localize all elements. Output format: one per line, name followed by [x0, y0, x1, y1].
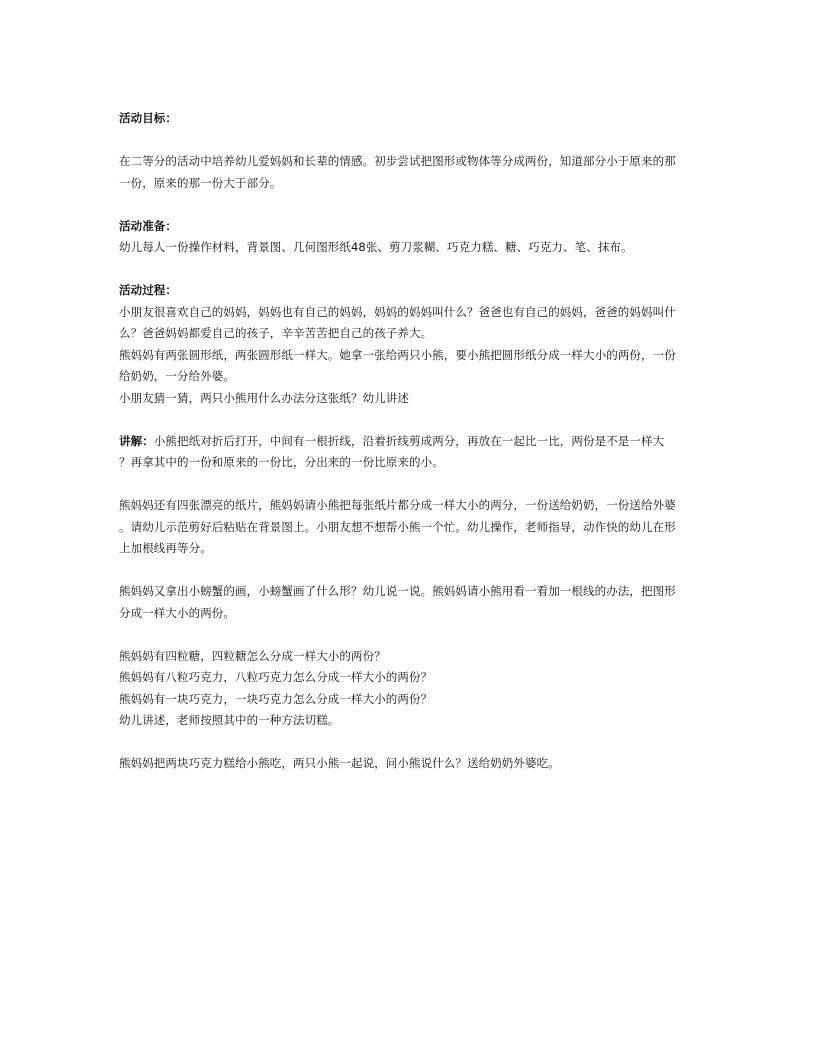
crab-line: 熊妈妈又拿出小螃蟹的画，小螃蟹画了什么形？幼儿说一说。熊妈妈请小熊用看一看加一根线的办法，把图形: [119, 584, 676, 598]
candy-line: 幼儿讲述，老师按照其中的一种方法切糕。: [119, 713, 340, 727]
process-line: 给奶奶，一分给外婆。: [119, 369, 235, 383]
candy-line: 熊妈妈有四粒糖，四粒糖怎么分成一样大小的两份？: [119, 648, 386, 663]
process-line: 么？爸爸妈妈都爱自己的孩子，辛辛苦苦把自己的孩子养大。: [119, 326, 433, 340]
section-heading-goal: 活动目标：: [119, 111, 177, 125]
section-heading-prep: 活动准备：: [119, 218, 177, 233]
section-explain: [119, 431, 699, 474]
prep-line: 幼儿每人一份操作材料，背景图、几何图形纸48张、剪刀浆糊、巧克力糕、糖、巧克力、笔、抹布。: [119, 240, 633, 254]
explain-line: ？再拿其中的一份和原来的一份比，分出来的一份比原来的小。: [119, 455, 444, 469]
section-heading-process: 活动过程：: [119, 283, 177, 297]
process-line: 小朋友很喜欢自己的妈妈，妈妈也有自己的妈妈，妈妈的妈妈叫什么？爸爸也有自己的妈妈，爸爸的妈妈叫什: [119, 304, 676, 319]
section-prep: [119, 216, 699, 259]
candy-line: 熊妈妈有八粒巧克力，八粒巧克力怎么分成一样大小的两份？: [119, 670, 433, 684]
explain-label: 讲解：: [119, 433, 154, 448]
end-line: 熊妈妈把两块巧克力糕给小熊吃，两只小熊一起说，问小熊说什么？送给奶奶外婆吃。: [119, 756, 560, 770]
explain-first-line-text: 小熊把纸对折后打开，中间有一根折线，沿着折线剪成两分，再放在一起比一比，两份是不是一样大: [153, 433, 665, 448]
paragraph-end: [119, 753, 699, 775]
goal-line: 一份，原来的那一份大于部分。: [119, 175, 282, 190]
section-goal: [119, 108, 699, 130]
paragraph-candy: [119, 646, 699, 732]
crab-line: 分成一样大小的两份。: [119, 605, 235, 620]
section-process: [119, 280, 699, 409]
process-line: 小朋友猜一猜，两只小熊用什么办法分这张纸？幼儿讲述: [119, 390, 409, 405]
paragraph-cards: [119, 495, 699, 560]
cards-line: 熊妈妈还有四张漂亮的纸片，熊妈妈请小熊把每张纸片都分成一样大小的两分，一份送给奶奶，一份送给外婆: [119, 498, 676, 512]
paragraph-crab: [119, 581, 699, 624]
document-page: [119, 108, 699, 796]
explain-first-line: [119, 431, 699, 453]
cards-line: 上加根线再等分。: [119, 541, 212, 555]
goal-paragraph: [119, 151, 699, 194]
candy-line: 熊妈妈有一块巧克力，一块巧克力怎么分成一样大小的两份？: [119, 691, 433, 706]
cards-line: 。请幼儿示范剪好后粘贴在背景图上。小朋友想不想帮小熊一个忙。幼儿操作，老师指导，动作快的幼儿在形: [119, 519, 676, 534]
process-line: 熊妈妈有两张圆形纸，两张圆形纸一样大。她拿一张给两只小熊，要小熊把圆形纸分成一样大小的两份，一份: [119, 347, 676, 362]
goal-line: 在二等分的活动中培养幼儿爱妈妈和长辈的情感。初步尝试把图形或物体等分成两份，知道部分小于原来的那: [119, 154, 676, 168]
